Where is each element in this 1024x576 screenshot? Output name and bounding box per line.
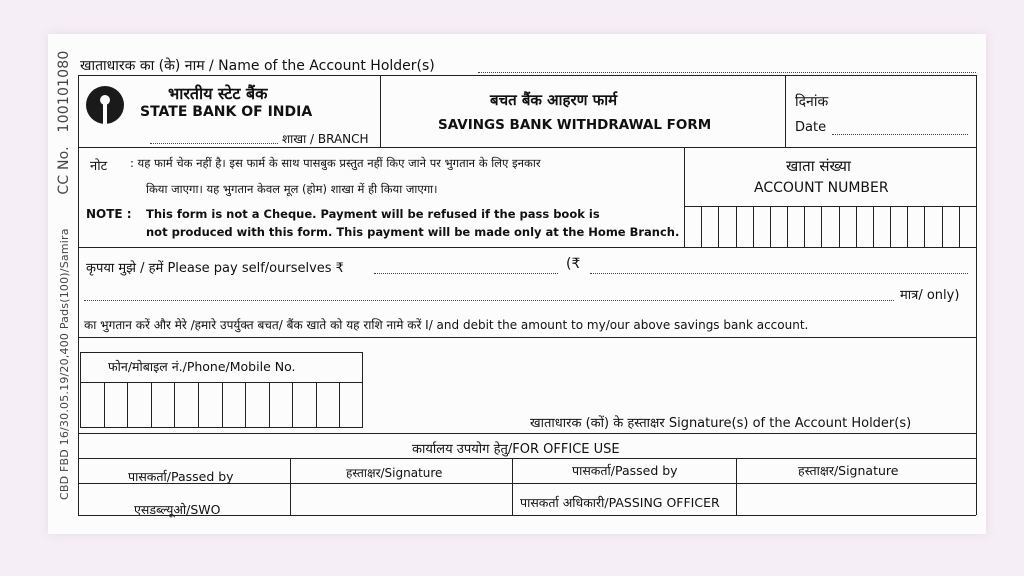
amount-figures-field[interactable]	[374, 273, 558, 274]
note-hindi-line1: : यह फार्म चेक नहीं है। इस फार्म के साथ पासबुक प्रस्तुत नहीं किए जाने पर भुगतान के लिए इनकार	[130, 156, 541, 170]
amount-words-field-1[interactable]	[590, 273, 968, 274]
amount-words-field-2[interactable]	[84, 300, 894, 301]
account-number-digit-box[interactable]	[736, 206, 737, 247]
sbi-logo-icon	[86, 86, 124, 124]
account-holder-name-label: खाताधारक का (के) नाम / Name of the Account Holder(s)	[80, 58, 435, 74]
debit-authorisation-text: का भुगतान करें और मेरे /हमारे उपर्युक्त बचत/ बैंक खाते को यह राशि नामे करें I/ and debit the amount to my/our above savings bank account.	[84, 318, 809, 332]
pay-self-label: कृपया मुझे / हमें Please pay self/ourselves ₹	[86, 261, 344, 276]
phone-digit-box[interactable]	[127, 382, 128, 428]
signature-label: खाताधारक (कों) के हस्ताक्षर Signature(s) of the Account Holder(s)	[530, 416, 912, 431]
passing-officer-label: पासकर्ता अधिकारी/PASSING OFFICER	[520, 495, 720, 510]
cc-number: 100101080	[56, 50, 72, 133]
account-number-digit-box[interactable]	[959, 206, 960, 247]
account-number-digit-box[interactable]	[701, 206, 702, 247]
passed-by-2-label: पासकर्ता/Passed by	[572, 463, 678, 478]
note-english-line2: not produced with this form. This payment will be made only at the Home Branch.	[146, 225, 680, 239]
account-number-digit-box[interactable]	[804, 206, 805, 247]
phone-digit-box[interactable]	[339, 382, 340, 428]
account-number-label-english: ACCOUNT NUMBER	[754, 180, 889, 196]
form-title-hindi: बचत बैंक आहरण फार्म	[490, 91, 618, 109]
bank-name-hindi: भारतीय स्टेट बैंक	[168, 84, 268, 103]
account-holder-name-field[interactable]	[478, 72, 976, 73]
phone-digit-box[interactable]	[316, 382, 317, 428]
bank-name-english: STATE BANK OF INDIA	[140, 104, 313, 120]
account-number-digit-box[interactable]	[787, 206, 788, 247]
only-label: मात्र/ only)	[900, 288, 960, 303]
account-number-digit-box[interactable]	[924, 206, 925, 247]
date-label-hindi: दिनांक	[795, 94, 829, 110]
print-code: CBD FBD 16/30.05.19/20,400 Pads(100)/Samira	[58, 228, 71, 500]
date-field[interactable]	[832, 134, 968, 135]
account-number-digit-box[interactable]	[770, 206, 771, 247]
signature-1-label: हस्ताक्षर/Signature	[346, 466, 443, 480]
account-number-digit-box[interactable]	[873, 206, 874, 247]
note-label-hindi: नोट	[90, 159, 108, 174]
phone-digit-box[interactable]	[292, 382, 293, 428]
note-english-line1: This form is not a Cheque. Payment will be refused if the pass book is	[146, 207, 600, 221]
phone-digit-box[interactable]	[104, 382, 105, 428]
account-number-label-hindi: खाता संख्या	[786, 157, 851, 175]
note-label-english: NOTE :	[86, 207, 132, 221]
note-hindi-line2: किया जाएगा। यह भुगतान केवल मूल (होम) शाखा में ही किया जाएगा।	[146, 182, 438, 196]
phone-digit-box[interactable]	[222, 382, 223, 428]
account-number-digit-box[interactable]	[839, 206, 840, 247]
account-number-digit-box[interactable]	[890, 206, 891, 247]
phone-digit-box[interactable]	[151, 382, 152, 428]
date-label-english: Date	[795, 120, 827, 135]
account-number-digit-box[interactable]	[753, 206, 754, 247]
pay-paren-label: (₹	[566, 256, 581, 272]
side-print-code	[56, 51, 72, 500]
phone-label: फोन/मोबाइल नं./Phone/Mobile No.	[108, 359, 296, 374]
swo-label: एसडब्ल्यूओ/SWO	[134, 502, 221, 517]
account-number-digit-box[interactable]	[907, 206, 908, 247]
account-number-digit-box[interactable]	[856, 206, 857, 247]
account-number-digit-box[interactable]	[821, 206, 822, 247]
office-use-title: कार्यालय उपयोग हेतु/FOR OFFICE USE	[412, 442, 620, 457]
branch-field[interactable]	[150, 143, 278, 144]
passed-by-1-label: पासकर्ता/Passed by	[128, 469, 234, 484]
branch-label: शाखा / BRANCH	[282, 132, 369, 146]
cc-label: CC No.	[56, 146, 72, 195]
phone-digit-box[interactable]	[269, 382, 270, 428]
signature-2-label: हस्ताक्षर/Signature	[798, 463, 899, 478]
account-number-digit-box[interactable]	[718, 206, 719, 247]
phone-digit-box[interactable]	[245, 382, 246, 428]
phone-digit-box[interactable]	[198, 382, 199, 428]
form-title-english: SAVINGS BANK WITHDRAWAL FORM	[438, 117, 712, 133]
account-number-digit-box[interactable]	[942, 206, 943, 247]
phone-digit-box[interactable]	[174, 382, 175, 428]
